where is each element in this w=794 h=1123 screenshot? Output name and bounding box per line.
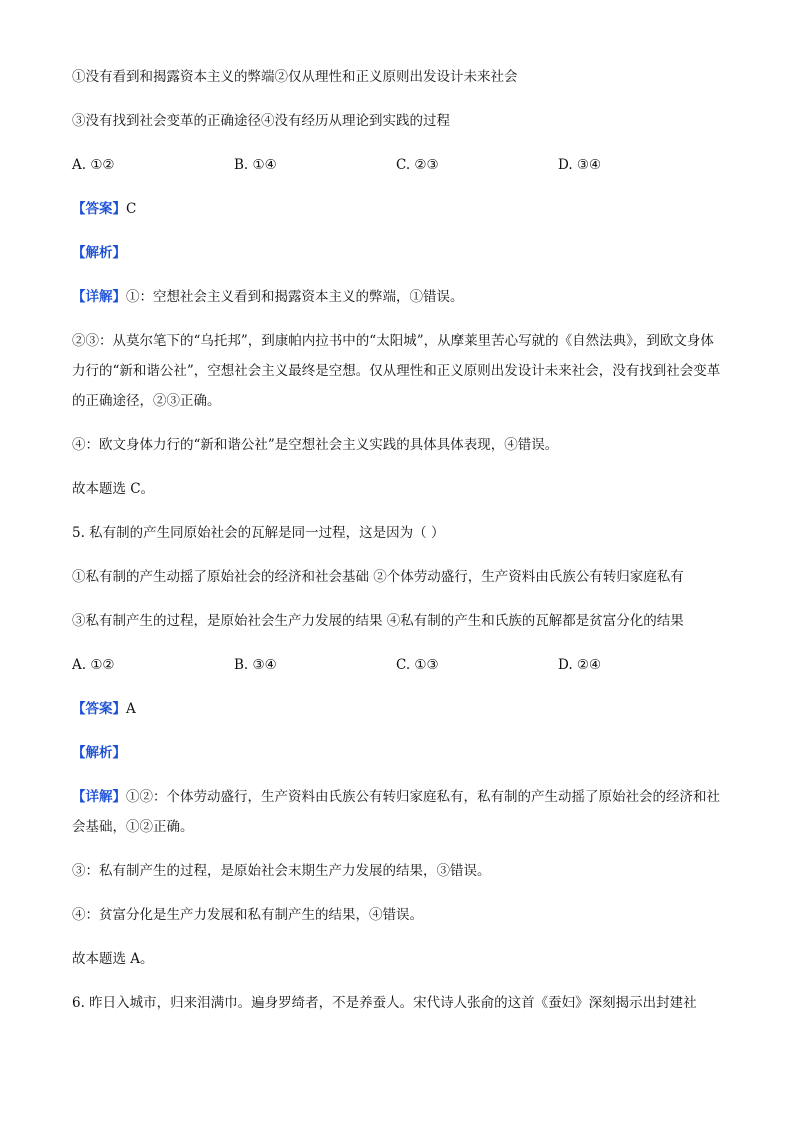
q5-choice-c: C. ①③ (396, 657, 439, 673)
q5-choice-b: B. ③④ (234, 657, 277, 673)
detail-text: ①②：个体劳动盛行，生产资料由氏族公有转归家庭私有，私有制的产生动摇了原始社会的经济和社会基础，①②正确。 (72, 789, 720, 835)
q4-detail-3: ④：欧文身体力行的“新和谐公社”是空想社会主义实践的具体具体表现，④错误。 (72, 437, 559, 453)
q4-choice-d: D. ③④ (558, 157, 602, 173)
q4-choice-b: B. ①④ (234, 157, 277, 173)
detail-tag: 【详解】 (72, 789, 126, 805)
q4-choice-c: C. ②③ (396, 157, 439, 173)
q4-detail-1 (72, 282, 722, 312)
answer-tag: 【答案】 (72, 201, 126, 217)
q4-conclusion: 故本题选 C。 (72, 481, 155, 497)
q4-detail-2: ②③：从莫尔笔下的“乌托邦”，到康帕内拉书中的“太阳城”，从摩莱里苦心写就的《自然法典》，到欧文身体力行的“新和谐公社”，空想社会主义最终是空想。仅从理性和正义原则出发设计未来社会，没有找到社会变革的正确途径，②③正确。 (72, 333, 721, 409)
q5-conclusion: 故本题选 A。 (72, 951, 154, 967)
q5-choice-a: A. ①② (72, 657, 115, 673)
detail-text: ①：空想社会主义看到和揭露资本主义的弊端，①错误。 (126, 289, 464, 305)
q4-choice-a: A. ①② (72, 157, 115, 173)
q4-option-line-2: ③没有找到社会变革的正确途径④没有经历从理论到实践的过程 (72, 113, 450, 129)
q4-analysis (72, 238, 722, 268)
analysis-tag: 【解析】 (72, 745, 126, 761)
q5-analysis (72, 738, 722, 768)
q5-option-line-1: ①私有制的产生动摇了原始社会的经济和社会基础 ②个体劳动盛行，生产资料由氏族公有转归家庭私有 (72, 569, 684, 585)
q5-choice-d: D. ②④ (558, 657, 602, 673)
q4-option-line-1: ①没有看到和揭露资本主义的弊端②仅从理性和正义原则出发设计未来社会 (72, 69, 518, 85)
q5-stem: 5. 私有制的产生同原始社会的瓦解是同一过程，这是因为（ ） (72, 525, 445, 541)
detail-tag: 【详解】 (72, 289, 126, 305)
document-page (72, 62, 722, 1018)
answer-value: A (126, 701, 136, 717)
answer-value: C (126, 201, 137, 217)
q5-answer (72, 694, 722, 724)
q6-stem: 6. 昨日入城市，归来泪满巾。遍身罗绮者，不是养蚕人。宋代诗人张俞的这首《蚕妇》深刻揭示出封建社 (72, 995, 697, 1011)
analysis-tag: 【解析】 (72, 245, 126, 261)
q4-answer (72, 194, 722, 224)
q5-choices (72, 650, 722, 680)
answer-tag: 【答案】 (72, 701, 126, 717)
q5-option-line-2: ③私有制产生的过程，是原始社会生产力发展的结果 ④私有制的产生和氏族的瓦解都是贫富分化的结果 (72, 613, 684, 629)
q5-detail-1 (72, 782, 722, 842)
q5-detail-2: ③：私有制产生的过程，是原始社会末期生产力发展的结果，③错误。 (72, 863, 491, 879)
q5-detail-3: ④：贫富分化是生产力发展和私有制产生的结果，④错误。 (72, 907, 423, 923)
q4-choices (72, 150, 722, 180)
